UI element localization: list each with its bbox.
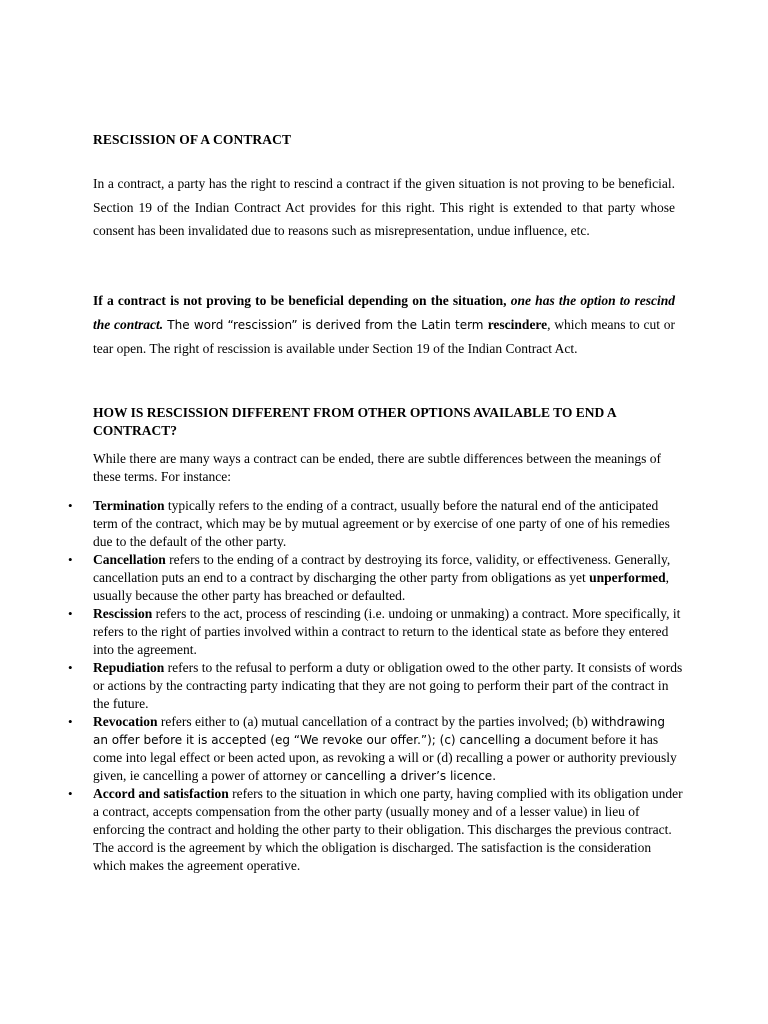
term-description: typically refers to the ending of a contract, usually before the natural end of the anticipated term of the contract, which may be by mutual agreement or by exercise of one party of one of his remedies due to the default of the other party. (93, 498, 670, 549)
paragraph-bold-italic: one has the option to rescind the contract. (93, 293, 675, 332)
bullet-icon: • (68, 714, 73, 729)
term-description-middle: document before it has come into legal effect or been acted upon, as revoking a will or (d) recalling a power or authority previously given, ie cancelling a power of attorney or (93, 732, 677, 783)
list-item (68, 785, 683, 875)
bullet-icon: • (68, 606, 73, 621)
term-label: Accord and satisfaction (93, 786, 229, 801)
paragraph-latin-term: rescindere (487, 316, 548, 332)
term-label: Termination (93, 498, 165, 513)
bullet-icon: • (68, 498, 73, 513)
bullet-icon: • (68, 786, 73, 801)
section-heading: HOW IS RESCISSION DIFFERENT FROM OTHER OPTIONS AVAILABLE TO END A CONTRACT? (93, 405, 616, 438)
term-description: refers to the ending of a contract by destroying its force, validity, or effectiveness. Generally, cancellation puts an end to a contract by discharging the other party from obligations as yet (93, 552, 671, 585)
term-description-sans-end: cancelling a driver’s licence. (325, 769, 497, 783)
list-item (68, 497, 683, 551)
term-description: refers either to (a) mutual cancellation of a contract by the parties involved; (b) (157, 714, 592, 729)
term-description-end: , usually because the other party has breached or defaulted. (93, 570, 669, 603)
terms-list (68, 497, 683, 875)
paragraph-rescission-definition (93, 289, 675, 361)
term-description-sans: withdrawing an offer before it is accepted (eg “We revoke our offer.”); (c) cancelling a (93, 715, 665, 747)
paragraph-rest: , which means to cut or tear open. The right of rescission is available under Section 19 of the Indian Contract Act. (93, 316, 675, 356)
term-description: refers to the situation in which one party, having complied with its obligation under a contract, accepts compensation from the other party (usually money and of a lesser value) in lieu of enforcing the contract and holding the other party to their obligation. This discharges the previous contract. The accord is the agreement by which the obligation is discharged. The satisfaction is the consideration which makes the agreement operative. (93, 786, 683, 873)
paragraph-bold-lead: If a contract is not proving to be beneficial depending on the situation, (93, 293, 511, 308)
term-description: refers to the refusal to perform a duty or obligation owed to the other party. It consists of words or actions by the contracting party indicating that they are not going to perform their part of the contract in the future. (93, 660, 683, 711)
list-item (68, 551, 683, 605)
list-item (68, 659, 683, 713)
section-intro: While there are many ways a contract can be ended, there are subtle differences between the meanings of these terms. For instance: (93, 451, 661, 484)
bullet-icon: • (68, 552, 73, 567)
list-item (68, 713, 683, 785)
paragraph-sans-text: The word “rescission” is derived from the Latin term (163, 317, 488, 332)
term-description: refers to the act, process of rescinding (i.e. undoing or unmaking) a contract. More specifically, it refers to the right of parties involved within a contract to return to the identical state as before they entered into the agreement. (93, 606, 681, 657)
term-label: Rescission (93, 606, 153, 621)
term-label: Cancellation (93, 552, 166, 567)
document-title: RESCISSION OF A CONTRACT (93, 132, 292, 147)
term-label: Repudiation (93, 660, 165, 675)
paragraph-intro: In a contract, a party has the right to rescind a contract if the given situation is not proving to be beneficial. Section 19 of the Indian Contract Act provides for this right. This right is extended to that party whose consent has been invalidated due to reasons such as misrepresentation, undue influence, etc. (93, 176, 675, 238)
list-item (68, 605, 683, 659)
bullet-icon: • (68, 660, 73, 675)
term-label: Revocation (93, 714, 158, 729)
term-emphasis: unperformed (589, 570, 666, 585)
